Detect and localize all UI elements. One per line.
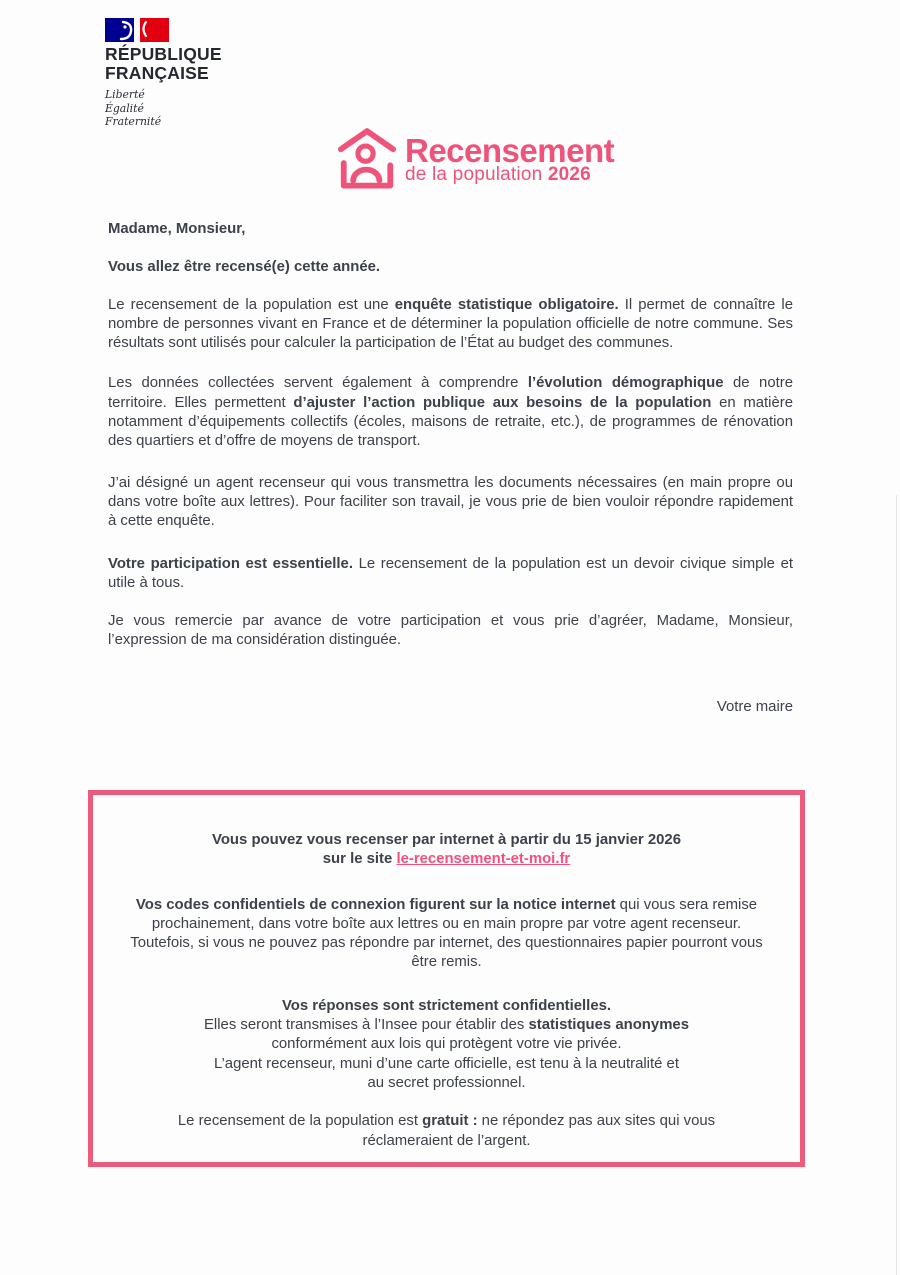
p1-text-2: Il permet de connaître le nombre de personnes vivant en France et de déterminer la population officielle de notre commune. Ses résultats sont utilisés pour calculer la participation de l’État au budget des communes.	[108, 296, 793, 352]
recensement-subtitle	[405, 165, 614, 185]
census-website-link[interactable]: le-recensement-et-moi.fr	[396, 851, 571, 868]
p1-text: Le recensement de la population est une	[108, 296, 395, 313]
box-confidential-title: Vos réponses sont strictement confidentielles.	[281, 997, 612, 1014]
rf-title-line1: RÉPUBLIQUE	[105, 44, 222, 64]
box-confidential-line2	[204, 1017, 689, 1033]
recensement-year: 2026	[547, 164, 591, 185]
greeting: Madame, Monsieur,	[108, 221, 246, 237]
signature: Votre maire	[716, 698, 793, 715]
scan-artifact-line	[896, 495, 897, 1275]
box-headline	[125, 831, 768, 870]
confidential-bold: statistiques anonymes	[528, 1017, 689, 1034]
gratuit-bold: gratuit :	[422, 1113, 478, 1130]
paragraph-1	[108, 296, 793, 354]
rf-motto-liberte: Liberté	[105, 88, 145, 101]
box-codes-text: qui vous sera remise prochainement, dans votre boîte aux lettres ou en main propre par votre agent recenseur. Toutefois, si vous ne pouvez pas répondre par internet, des questionnaires papier pourront vous être remis.	[130, 896, 763, 971]
gratuit-text-2: ne répondez pas aux sites qui vous réclameraient de l’argent.	[362, 1113, 716, 1149]
box-headline-line1: Vous pouvez vous recenser par internet à partir du 15 janvier 2026	[212, 832, 681, 848]
p2-text: Les données collectées servent également à comprendre	[108, 375, 528, 392]
gratuit-text-1: Le recensement de la population est	[177, 1113, 423, 1130]
paragraph-4	[108, 555, 793, 594]
paragraph-5: Je vous remercie par avance de votre participation et vous prie d’agréer, Madame, Monsieur, l’expression de ma considération distinguée.	[108, 613, 793, 649]
box-codes-paragraph	[125, 896, 768, 973]
box-confidential-line5: au secret professionnel.	[367, 1074, 526, 1091]
recensement-logo-text	[405, 134, 614, 194]
recensement-subtitle-text: de la population	[405, 164, 548, 185]
box-confidential-line4: L’agent recenseur, muni d’une carte officielle, est tenu à la neutralité et	[214, 1055, 679, 1072]
box-headline-line2	[125, 850, 768, 869]
p2-bold-1: l’évolution démographique	[527, 375, 724, 392]
box-confidential-line3: conformément aux lois qui protègent votre vie privée.	[271, 1036, 622, 1053]
recensement-logo	[335, 122, 614, 194]
paragraph-2	[108, 374, 793, 451]
internet-info-box	[88, 790, 805, 1167]
recensement-title: Recensement	[405, 132, 615, 169]
p4-text: Le recensement de la population est un devoir civique simple et utile à tous.	[108, 555, 793, 591]
p4-bold: Votre participation est essentielle.	[108, 555, 353, 572]
republique-francaise-logo	[105, 18, 222, 129]
box-headline-prefix: sur le site	[322, 851, 397, 868]
rf-motto-egalite: Égalité	[105, 101, 144, 115]
box-confidential-paragraph	[125, 997, 768, 1093]
box-gratuit-paragraph	[134, 1112, 759, 1151]
box-codes-bold: Vos codes confidentiels de connexion figurent sur la notice internet	[135, 896, 616, 913]
house-person-icon	[335, 122, 399, 194]
p2-text-2: de notre territoire. Elles permettent	[108, 375, 793, 411]
paragraph-3: J’ai désigné un agent recenseur qui vous transmettra les documents nécessaires (en main propre ou dans votre boîte aux lettres). Pour faciliter son travail, je vous prie de bien vouloir répondre rapidement à cette enquête.	[108, 474, 793, 530]
p2-bold-2: d’ajuster l’action publique aux besoins de la population	[293, 394, 712, 411]
p1-bold: enquête statistique obligatoire.	[394, 296, 619, 313]
french-flag-marianne-icon	[105, 18, 169, 42]
rf-motto-fraternite: Fraternité	[105, 115, 162, 128]
subject-line: Vous allez être recensé(e) cette année.	[108, 259, 381, 276]
confidential-text-1: Elles seront transmises à l’Insee pour établir des	[204, 1017, 529, 1034]
republique-francaise-title	[105, 45, 222, 82]
p2-text-3: en matière notamment d’équipements collectifs (écoles, maisons de retraite, etc.), de programmes de rénovation des quartiers et d’offre de moyens de transport.	[108, 394, 793, 450]
rf-motto	[105, 88, 222, 129]
rf-title-line2: FRANÇAISE	[105, 62, 209, 83]
letter-body	[108, 220, 793, 717]
